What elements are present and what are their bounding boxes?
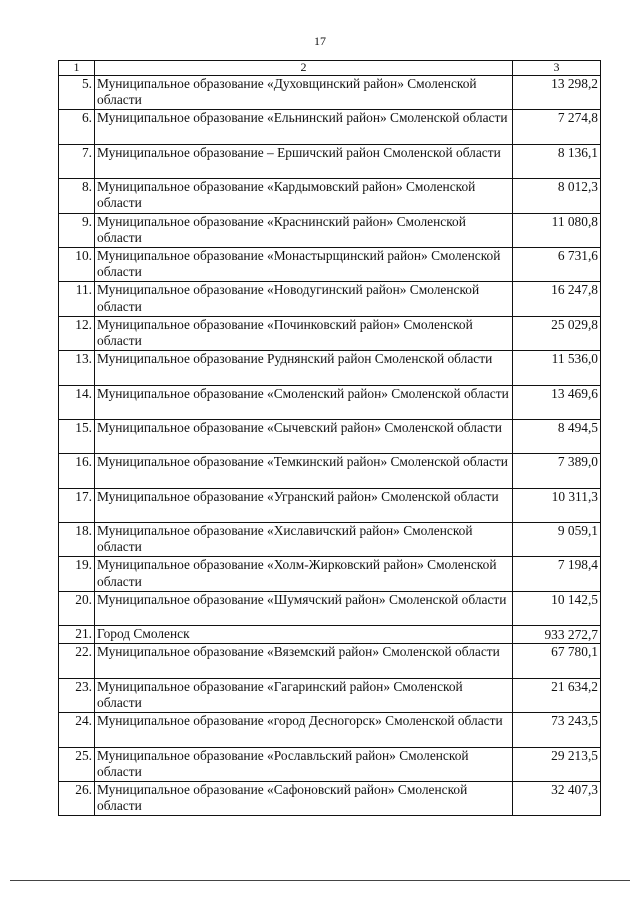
municipality-name: Муниципальное образование «Гагаринский район» Смоленской области — [95, 678, 513, 712]
amount-value: 6 731,6 — [513, 247, 601, 281]
table-row — [59, 644, 601, 678]
municipality-name: Город Смоленск — [95, 626, 513, 644]
amount-value: 7 198,4 — [513, 557, 601, 591]
row-number: 23. — [59, 678, 95, 712]
amount-value: 21 634,2 — [513, 678, 601, 712]
amount-value: 32 407,3 — [513, 782, 601, 816]
table-row — [59, 523, 601, 557]
amount-value: 11 536,0 — [513, 351, 601, 385]
amount-value: 933 272,7 — [513, 626, 601, 644]
row-number: 22. — [59, 644, 95, 678]
allocation-table — [58, 60, 601, 816]
table-row — [59, 179, 601, 213]
table-row — [59, 385, 601, 419]
row-number: 10. — [59, 247, 95, 281]
amount-value: 13 298,2 — [513, 76, 601, 110]
table-row — [59, 351, 601, 385]
amount-value: 7 389,0 — [513, 454, 601, 488]
table-row — [59, 419, 601, 453]
table-row — [59, 76, 601, 110]
row-number: 11. — [59, 282, 95, 316]
municipality-name: Муниципальное образование «Новодугинский район» Смоленской области — [95, 282, 513, 316]
amount-value: 8 136,1 — [513, 144, 601, 178]
municipality-name: Муниципальное образование «Вяземский район» Смоленской области — [95, 644, 513, 678]
row-number: 6. — [59, 110, 95, 144]
municipality-name: Муниципальное образование «Смоленский район» Смоленской области — [95, 385, 513, 419]
municipality-name: Муниципальное образование «Кардымовский район» Смоленской области — [95, 179, 513, 213]
table-row — [59, 454, 601, 488]
row-number: 15. — [59, 419, 95, 453]
municipality-name: Муниципальное образование «Починковский район» Смоленской области — [95, 316, 513, 350]
municipality-name: Муниципальное образование Руднянский район Смоленской области — [95, 351, 513, 385]
municipality-name: Муниципальное образование «Шумячский район» Смоленской области — [95, 591, 513, 625]
table-row — [59, 678, 601, 712]
municipality-name: Муниципальное образование «Сычевский район» Смоленской области — [95, 419, 513, 453]
municipality-name: Муниципальное образование «Угранский район» Смоленской области — [95, 488, 513, 522]
table-row — [59, 144, 601, 178]
table-header-row — [59, 61, 601, 76]
row-number: 19. — [59, 557, 95, 591]
municipality-name: Муниципальное образование «Монастырщинский район» Смоленской области — [95, 247, 513, 281]
page-number: 17 — [314, 34, 326, 48]
row-number: 18. — [59, 523, 95, 557]
row-number: 14. — [59, 385, 95, 419]
amount-value: 8 012,3 — [513, 179, 601, 213]
row-number: 16. — [59, 454, 95, 488]
municipality-name: Муниципальное образование «Хиславичский район» Смоленской области — [95, 523, 513, 557]
municipality-name: Муниципальное образование «Духовщинский район» Смоленской области — [95, 76, 513, 110]
amount-value: 13 469,6 — [513, 385, 601, 419]
amount-value: 9 059,1 — [513, 523, 601, 557]
amount-value: 73 243,5 — [513, 713, 601, 747]
amount-value: 10 311,3 — [513, 488, 601, 522]
municipality-name: Муниципальное образование «Холм-Жирковский район» Смоленской области — [95, 557, 513, 591]
municipality-name: Муниципальное образование – Ершичский район Смоленской области — [95, 144, 513, 178]
municipality-name: Муниципальное образование «Краснинский район» Смоленской области — [95, 213, 513, 247]
table-row — [59, 747, 601, 781]
row-number: 12. — [59, 316, 95, 350]
table-row — [59, 110, 601, 144]
table-row — [59, 591, 601, 625]
table-row — [59, 557, 601, 591]
row-number: 17. — [59, 488, 95, 522]
amount-value: 16 247,8 — [513, 282, 601, 316]
row-number: 5. — [59, 76, 95, 110]
amount-value: 7 274,8 — [513, 110, 601, 144]
amount-value: 67 780,1 — [513, 644, 601, 678]
table-row — [59, 282, 601, 316]
amount-value: 10 142,5 — [513, 591, 601, 625]
municipality-name: Муниципальное образование «Темкинский район» Смоленской области — [95, 454, 513, 488]
row-number: 13. — [59, 351, 95, 385]
row-number: 24. — [59, 713, 95, 747]
table-row — [59, 626, 601, 644]
table-row — [59, 213, 601, 247]
row-number: 9. — [59, 213, 95, 247]
municipality-name: Муниципальное образование «Рославльский район» Смоленской области — [95, 747, 513, 781]
footer-rule — [10, 880, 630, 881]
table-row — [59, 488, 601, 522]
amount-value: 25 029,8 — [513, 316, 601, 350]
municipality-name: Муниципальное образование «Ельнинский район» Смоленской области — [95, 110, 513, 144]
table-row — [59, 782, 601, 816]
municipality-name: Муниципальное образование «Сафоновский район» Смоленской области — [95, 782, 513, 816]
table-row — [59, 713, 601, 747]
column-header-name: 2 — [95, 61, 513, 76]
amount-value: 11 080,8 — [513, 213, 601, 247]
row-number: 25. — [59, 747, 95, 781]
table-row — [59, 247, 601, 281]
row-number: 21. — [59, 626, 95, 644]
row-number: 8. — [59, 179, 95, 213]
amount-value: 29 213,5 — [513, 747, 601, 781]
column-header-value: 3 — [513, 61, 601, 76]
row-number: 7. — [59, 144, 95, 178]
row-number: 26. — [59, 782, 95, 816]
table-row — [59, 316, 601, 350]
municipality-name: Муниципальное образование «город Десногорск» Смоленской области — [95, 713, 513, 747]
row-number: 20. — [59, 591, 95, 625]
column-header-number: 1 — [59, 61, 95, 76]
amount-value: 8 494,5 — [513, 419, 601, 453]
